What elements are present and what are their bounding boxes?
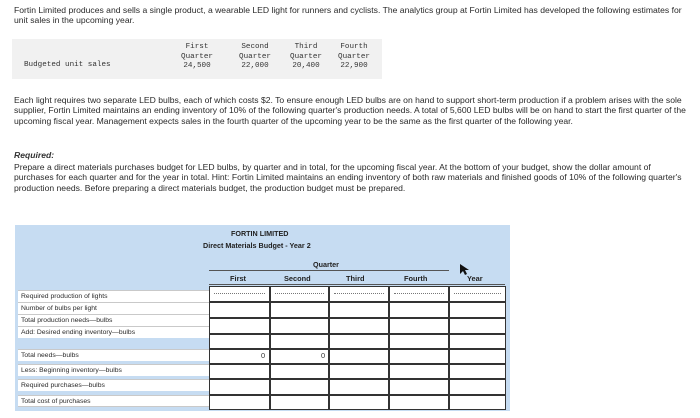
input-cell-beginning-inventory-third[interactable] xyxy=(329,364,389,379)
row-label-desired-ending-inventory: Add: Desired ending inventory—bulbs xyxy=(18,326,209,338)
input-cell-required-purchases-third[interactable] xyxy=(329,379,389,395)
quarter-group-header: Quarter xyxy=(313,260,339,269)
input-cell-total-needs-year[interactable] xyxy=(449,349,506,364)
cell-dotted-line xyxy=(214,293,265,294)
mouse-cursor-icon xyxy=(458,263,472,277)
column-header-first: First xyxy=(230,274,247,283)
input-cell-bulbs-per-light-first[interactable] xyxy=(209,302,270,318)
row-label-total-needs: Total needs—bulbs xyxy=(18,349,209,361)
input-cell-total-needs-third[interactable] xyxy=(329,349,389,364)
input-cell-required-production-second[interactable] xyxy=(270,286,329,302)
column-header-fourth: Fourth xyxy=(404,274,428,283)
input-cell-desired-ending-inventory-year[interactable] xyxy=(449,334,506,349)
input-cell-total-cost-third[interactable] xyxy=(329,395,389,410)
input-cell-desired-ending-inventory-first[interactable] xyxy=(209,334,270,349)
input-cell-bulbs-per-light-second[interactable] xyxy=(270,302,329,318)
row-label-total-production-needs: Total production needs—bulbs xyxy=(18,314,209,326)
column-header-third: Third xyxy=(346,274,365,283)
input-cell-required-production-fourth[interactable] xyxy=(389,286,449,302)
intro-paragraph: Fortin Limited produces and sells a single product, a wearable LED light for runners and cyclists. The analytics group at Fortin Limited has developed the following estimates for unit sales in the upcoming year. xyxy=(14,5,682,26)
input-cell-bulbs-per-light-third[interactable] xyxy=(329,302,389,318)
input-cell-required-purchases-year[interactable] xyxy=(449,379,506,395)
budgeted-unit-sales-label: Budgeted unit sales xyxy=(24,61,111,69)
budget-title: Direct Materials Budget - Year 2 xyxy=(203,241,311,250)
column-header-second: Second xyxy=(284,274,311,283)
total-needs-first-value: 0 xyxy=(261,351,266,360)
input-cell-total-production-needs-second[interactable] xyxy=(270,318,329,334)
input-cell-total-cost-first[interactable] xyxy=(209,395,270,410)
input-cell-total-production-needs-fourth[interactable] xyxy=(389,318,449,334)
sales-estimates-table xyxy=(12,39,382,79)
input-cell-beginning-inventory-year[interactable] xyxy=(449,364,506,379)
input-cell-desired-ending-inventory-third[interactable] xyxy=(329,334,389,349)
input-cell-total-cost-second[interactable] xyxy=(270,395,329,410)
header-underline xyxy=(209,284,505,285)
input-cell-required-purchases-second[interactable] xyxy=(270,379,329,395)
input-cell-required-production-first[interactable] xyxy=(209,286,270,302)
input-cell-total-production-needs-first[interactable] xyxy=(209,318,270,334)
row-label-required-production: Required production of lights xyxy=(18,290,209,302)
company-name: FORTIN LIMITED xyxy=(231,229,289,238)
input-cell-beginning-inventory-fourth[interactable] xyxy=(389,364,449,379)
input-cell-bulbs-per-light-fourth[interactable] xyxy=(389,302,449,318)
required-heading: Required: xyxy=(14,150,55,160)
input-cell-total-production-needs-year[interactable] xyxy=(449,318,506,334)
cell-dotted-line xyxy=(394,293,444,294)
row-label-bulbs-per-light: Number of bulbs per light xyxy=(18,302,209,314)
input-cell-required-production-third[interactable] xyxy=(329,286,389,302)
cell-dotted-line xyxy=(275,293,324,294)
input-cell-total-cost-fourth[interactable] xyxy=(389,395,449,410)
problem-paragraph: Each light requires two separate LED bulbs, each of which costs $2. To ensure enough LED bulbs are on hand to support short-term production if a problem arises with the sole supplier, Fortin Limited maintains an ending inventory of 10% of the following quarter's production needs. A total of 5,600 LED bulbs will be on hand to start the first quarter of the upcoming fiscal year. Management expects sales in the fourth quarter of the upcoming year to be the same as the first quarter of the following year. xyxy=(14,95,686,126)
second-quarter-column: Second Quarter 22,000 xyxy=(239,43,271,70)
row-label-total-cost: Total cost of purchases xyxy=(18,395,209,407)
input-cell-total-production-needs-third[interactable] xyxy=(329,318,389,334)
input-cell-desired-ending-inventory-fourth[interactable] xyxy=(389,334,449,349)
cell-dotted-line xyxy=(454,293,501,294)
input-cell-total-cost-year[interactable] xyxy=(449,395,506,410)
fourth-quarter-column: Fourth Quarter 22,900 xyxy=(338,43,370,70)
first-quarter-column: First Quarter 24,500 xyxy=(181,43,213,70)
cell-dotted-line xyxy=(334,293,384,294)
third-quarter-column: Third Quarter 20,400 xyxy=(290,43,322,70)
total-needs-second-value: 0 xyxy=(321,351,326,360)
quarter-underline xyxy=(209,270,449,271)
row-label-beginning-inventory: Less: Beginning inventory—bulbs xyxy=(18,364,209,376)
required-paragraph: Prepare a direct materials purchases budget for LED bulbs, by quarter and in total, for the upcoming fiscal year. At the bottom of your budget, show the dollar amount of purchases for each quarter and for the year in total. Hint: Fortin Limited maintains an ending inventory of both raw materials and finished goods of 10% of the following quarter's production needs. Before preparing a direct materials budget, the production budget must be prepared. xyxy=(14,162,682,193)
input-cell-desired-ending-inventory-second[interactable] xyxy=(270,334,329,349)
input-cell-beginning-inventory-first[interactable] xyxy=(209,364,270,379)
input-cell-beginning-inventory-second[interactable] xyxy=(270,364,329,379)
column-header-year: Year xyxy=(467,274,483,283)
input-cell-required-purchases-first[interactable] xyxy=(209,379,270,395)
input-cell-required-production-year[interactable] xyxy=(449,286,506,302)
input-cell-total-needs-fourth[interactable] xyxy=(389,349,449,364)
input-cell-required-purchases-fourth[interactable] xyxy=(389,379,449,395)
row-label-required-purchases: Required purchases—bulbs xyxy=(18,379,209,391)
input-cell-bulbs-per-light-year[interactable] xyxy=(449,302,506,318)
